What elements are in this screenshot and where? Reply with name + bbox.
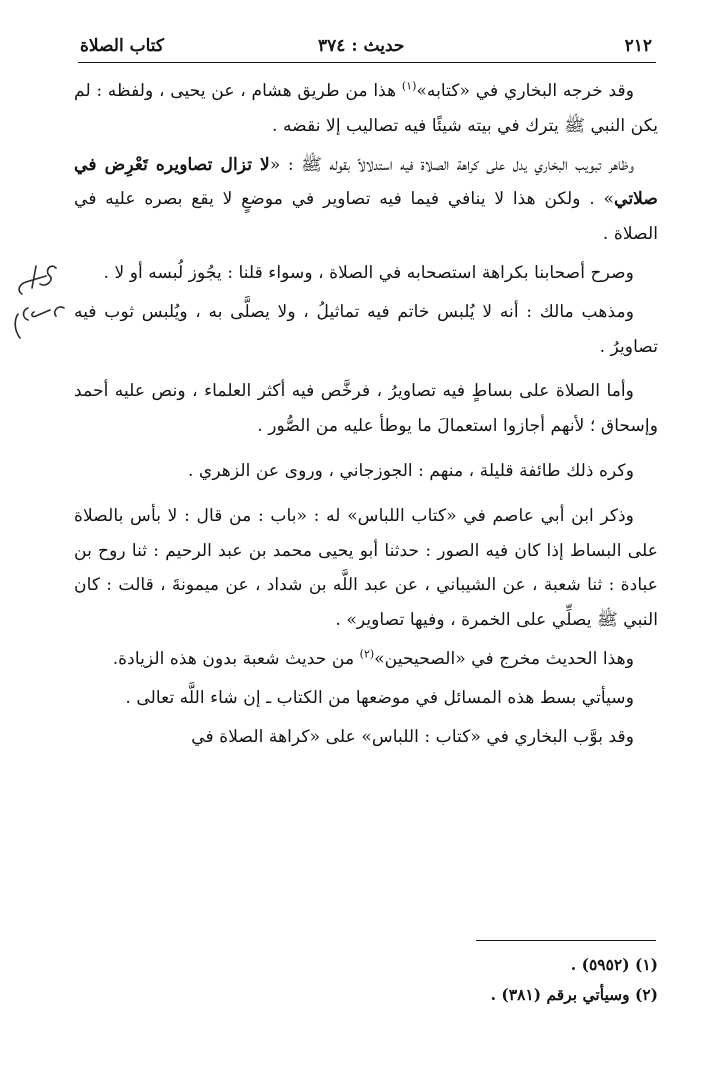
footnote-2: (٢) وسيأتي برقم (٣٨١) . — [490, 985, 658, 1004]
footnote-ref-1: (١) — [401, 79, 417, 93]
paragraph-7: وذكر ابن أبي عاصم في «كتاب اللباس» له : «باب : من قال : لا بأس بالصلاة على البساط إذا كان فيه الصور : حدثنا أبو يحيى محمد بن عبد الرحيم : ثنا روح بن عبادة : ثنا شعبة ، عن الشيباني ، عن عبد اللَّه بن شداد ، عن ميمونةَ ، قالت : كان النبي ﷺ يصلِّي على الخمرة ، وفيها تصاوير» . — [74, 505, 658, 631]
footnotes — [74, 950, 658, 1010]
paragraph-8 — [74, 642, 658, 677]
paragraph-text: وقد خرجه البخاري في «كتابه» — [416, 81, 634, 101]
hadith-number: حديث : ٣٧٤ — [318, 36, 405, 56]
paragraph-text: من حديث شعبة بدون هذه الزيادة. — [112, 648, 360, 669]
paragraph-4: ومذهب مالك : أنه لا يُلبس خاتم فيه تماثيلُ ، ولا يصلَّى به ، ويُلبس ثوب فيه تصاويرُ . — [74, 301, 658, 357]
body-text — [74, 74, 658, 758]
paragraph-6: وكره ذلك طائفة قليلة ، منهم : الجوزجاني ، وروى عن الزهري . — [187, 460, 634, 481]
paragraph-text: » . ولكن هذا لا ينافي فيما فيه تصاوير في موضعٍ لا يقع بصره عليه في الصلاة . — [74, 189, 658, 245]
paragraph-text: هذا من طريق هشام ، عن يحيى ، ولفظه : لم يكن النبي ﷺ يترك في بيته شيئًا فيه تصاليب إلا نقضه . — [74, 81, 658, 136]
book-title: كتاب الصلاة — [80, 36, 165, 56]
page-number: ٢١٢ — [624, 36, 652, 56]
paragraph-2 — [74, 148, 658, 252]
paragraph-10: وقد بوَّب البخاري في «كتاب : اللباس» على «كراهة الصلاة في — [191, 726, 634, 747]
paragraph-text: وهذا الحديث مخرج في «الصحيحين» — [374, 648, 634, 669]
paragraph-1 — [74, 74, 658, 144]
running-header — [78, 34, 656, 64]
footnote-ref-2: (٢) — [359, 647, 375, 661]
paragraph-text: وظاهر تبويب البخاري يدل على كراهة الصلاة فيه استدلالاً بقوله ﷺ : « — [269, 154, 634, 175]
paragraph-3: وصرح أصحابنا بكراهة استصحابه في الصلاة ، وسواء قلنا : يجُوز لُبسه أو لا . — [103, 262, 634, 283]
paragraph-9: وسيأتي بسط هذه المسائل في موضعها من الكتاب ـ إن شاء اللَّه تعالى . — [125, 687, 634, 708]
footnote-rule — [476, 940, 656, 941]
quoted-hadith: لا تزال تصاويره تَعْرِض في صلاتي — [74, 154, 658, 210]
header-rule — [78, 62, 656, 63]
footnote-1: (١) (٥٩٥٢) . — [570, 955, 658, 974]
paragraph-5: وأما الصلاة على بساطٍ فيه تصاويرُ ، فرخَّص فيه أكثر العلماء ، ونص عليه أحمد وإسحاق ؛ لأنهم أجازوا استعمالَ ما يوطأ عليه من الصُّور . — [74, 381, 658, 437]
handwritten-margin-note — [6, 258, 68, 348]
